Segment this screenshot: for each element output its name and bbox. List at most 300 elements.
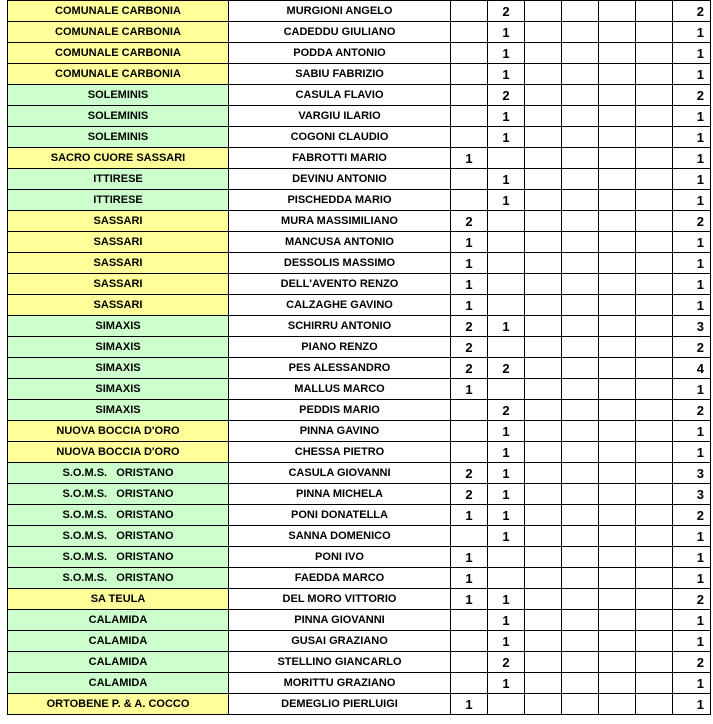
table-row xyxy=(8,274,711,295)
club-cell: CALAMIDA xyxy=(8,673,229,694)
table-row xyxy=(8,106,711,127)
score-cell-6 xyxy=(636,526,673,547)
total-cell: 2 xyxy=(673,652,711,673)
total-cell: 1 xyxy=(673,673,711,694)
player-name-cell: PES ALESSANDRO xyxy=(229,358,451,379)
score-cell-5 xyxy=(599,148,636,169)
player-name-cell: VARGIU ILARIO xyxy=(229,106,451,127)
total-cell: 4 xyxy=(673,358,711,379)
score-cell-4 xyxy=(562,610,599,631)
score-cell-3 xyxy=(525,610,562,631)
table-row xyxy=(8,400,711,421)
club-cell: COMUNALE CARBONIA xyxy=(8,22,229,43)
total-cell: 1 xyxy=(673,295,711,316)
score-cell-3 xyxy=(525,211,562,232)
score-cell-6 xyxy=(636,358,673,379)
score-cell-5 xyxy=(599,169,636,190)
score-cell-6 xyxy=(636,652,673,673)
player-name-cell: GUSAI GRAZIANO xyxy=(229,631,451,652)
score-cell-6 xyxy=(636,211,673,232)
score-cell-1 xyxy=(451,400,488,421)
score-cell-4 xyxy=(562,526,599,547)
club-cell: SASSARI xyxy=(8,232,229,253)
score-cell-5 xyxy=(599,379,636,400)
score-cell-1: 2 xyxy=(451,316,488,337)
score-cell-4 xyxy=(562,253,599,274)
score-cell-3 xyxy=(525,106,562,127)
score-cell-2 xyxy=(488,148,525,169)
score-cell-3 xyxy=(525,274,562,295)
club-cell: CALAMIDA xyxy=(8,631,229,652)
player-name-cell: PONI DONATELLA xyxy=(229,505,451,526)
club-cell: SASSARI xyxy=(8,295,229,316)
total-cell: 1 xyxy=(673,127,711,148)
score-cell-4 xyxy=(562,295,599,316)
club-cell: SACRO CUORE SASSARI xyxy=(8,148,229,169)
score-cell-6 xyxy=(636,421,673,442)
total-cell: 2 xyxy=(673,85,711,106)
player-name-cell: SCHIRRU ANTONIO xyxy=(229,316,451,337)
score-cell-5 xyxy=(599,316,636,337)
player-name-cell: PISCHEDDA MARIO xyxy=(229,190,451,211)
score-cell-3 xyxy=(525,127,562,148)
score-cell-1 xyxy=(451,631,488,652)
score-cell-2: 1 xyxy=(488,421,525,442)
score-cell-4 xyxy=(562,211,599,232)
club-cell: S.O.M.S. ORISTANO xyxy=(8,568,229,589)
club-cell: SIMAXIS xyxy=(8,337,229,358)
score-cell-5 xyxy=(599,274,636,295)
score-cell-1 xyxy=(451,442,488,463)
total-cell: 1 xyxy=(673,148,711,169)
table-row xyxy=(8,463,711,484)
table-row xyxy=(8,337,711,358)
score-cell-6 xyxy=(636,631,673,652)
player-name-cell: SANNA DOMENICO xyxy=(229,526,451,547)
player-name-cell: SABIU FABRIZIO xyxy=(229,64,451,85)
table-row xyxy=(8,316,711,337)
score-cell-4 xyxy=(562,505,599,526)
score-cell-1 xyxy=(451,85,488,106)
score-cell-4 xyxy=(562,547,599,568)
score-cell-1: 1 xyxy=(451,547,488,568)
total-cell: 1 xyxy=(673,22,711,43)
score-cell-1: 1 xyxy=(451,148,488,169)
table-row xyxy=(8,442,711,463)
score-cell-2: 2 xyxy=(488,1,525,22)
score-cell-1: 2 xyxy=(451,337,488,358)
score-cell-5 xyxy=(599,43,636,64)
score-cell-3 xyxy=(525,442,562,463)
score-cell-2: 1 xyxy=(488,106,525,127)
score-cell-2 xyxy=(488,694,525,715)
score-cell-6 xyxy=(636,673,673,694)
score-cell-3 xyxy=(525,22,562,43)
score-cell-5 xyxy=(599,400,636,421)
score-cell-6 xyxy=(636,85,673,106)
score-cell-1 xyxy=(451,526,488,547)
score-cell-2: 2 xyxy=(488,400,525,421)
score-cell-4 xyxy=(562,106,599,127)
table-row xyxy=(8,673,711,694)
total-cell: 3 xyxy=(673,316,711,337)
table-row xyxy=(8,379,711,400)
score-cell-5 xyxy=(599,505,636,526)
player-name-cell: CASULA GIOVANNI xyxy=(229,463,451,484)
total-cell: 1 xyxy=(673,547,711,568)
total-cell: 2 xyxy=(673,400,711,421)
club-cell: S.O.M.S. ORISTANO xyxy=(8,484,229,505)
table-row xyxy=(8,148,711,169)
total-cell: 3 xyxy=(673,463,711,484)
score-cell-3 xyxy=(525,547,562,568)
score-cell-2 xyxy=(488,253,525,274)
score-cell-5 xyxy=(599,694,636,715)
table-row xyxy=(8,169,711,190)
table-row xyxy=(8,295,711,316)
score-cell-1: 2 xyxy=(451,211,488,232)
score-cell-5 xyxy=(599,106,636,127)
score-cell-2: 1 xyxy=(488,673,525,694)
score-cell-6 xyxy=(636,127,673,148)
club-cell: S.O.M.S. ORISTANO xyxy=(8,526,229,547)
score-cell-3 xyxy=(525,85,562,106)
club-cell: SIMAXIS xyxy=(8,379,229,400)
total-cell: 1 xyxy=(673,526,711,547)
score-cell-2 xyxy=(488,379,525,400)
player-name-cell: PINNA MICHELA xyxy=(229,484,451,505)
score-cell-2: 2 xyxy=(488,85,525,106)
club-cell: COMUNALE CARBONIA xyxy=(8,1,229,22)
score-cell-5 xyxy=(599,127,636,148)
score-cell-1: 1 xyxy=(451,568,488,589)
score-cell-2 xyxy=(488,547,525,568)
score-cell-1 xyxy=(451,673,488,694)
score-cell-6 xyxy=(636,1,673,22)
score-cell-3 xyxy=(525,694,562,715)
player-name-cell: DELL'AVENTO RENZO xyxy=(229,274,451,295)
score-cell-2: 1 xyxy=(488,610,525,631)
score-cell-2: 1 xyxy=(488,22,525,43)
score-cell-4 xyxy=(562,169,599,190)
score-cell-4 xyxy=(562,1,599,22)
score-cell-4 xyxy=(562,148,599,169)
score-cell-4 xyxy=(562,673,599,694)
table-row xyxy=(8,1,711,22)
table-row xyxy=(8,253,711,274)
club-cell: ITTIRESE xyxy=(8,190,229,211)
score-cell-5 xyxy=(599,442,636,463)
table-body xyxy=(8,1,711,715)
score-cell-5 xyxy=(599,652,636,673)
score-cell-4 xyxy=(562,568,599,589)
score-cell-1: 1 xyxy=(451,295,488,316)
score-cell-1 xyxy=(451,169,488,190)
score-cell-2: 1 xyxy=(488,169,525,190)
score-cell-2 xyxy=(488,232,525,253)
total-cell: 1 xyxy=(673,274,711,295)
score-cell-3 xyxy=(525,43,562,64)
club-cell: SASSARI xyxy=(8,274,229,295)
player-name-cell: PINNA GIOVANNI xyxy=(229,610,451,631)
table-row xyxy=(8,631,711,652)
score-cell-6 xyxy=(636,190,673,211)
score-cell-4 xyxy=(562,400,599,421)
score-cell-5 xyxy=(599,337,636,358)
score-cell-6 xyxy=(636,337,673,358)
score-cell-4 xyxy=(562,337,599,358)
table-row xyxy=(8,547,711,568)
score-cell-1 xyxy=(451,652,488,673)
table-row xyxy=(8,127,711,148)
score-cell-5 xyxy=(599,589,636,610)
score-cell-5 xyxy=(599,631,636,652)
table-row xyxy=(8,64,711,85)
score-cell-2: 1 xyxy=(488,484,525,505)
player-name-cell: MALLUS MARCO xyxy=(229,379,451,400)
table-row xyxy=(8,610,711,631)
score-cell-5 xyxy=(599,232,636,253)
score-cell-6 xyxy=(636,316,673,337)
score-cell-1: 2 xyxy=(451,463,488,484)
score-cell-6 xyxy=(636,148,673,169)
score-cell-3 xyxy=(525,169,562,190)
total-cell: 2 xyxy=(673,337,711,358)
score-cell-6 xyxy=(636,589,673,610)
club-cell: COMUNALE CARBONIA xyxy=(8,64,229,85)
total-cell: 1 xyxy=(673,379,711,400)
total-cell: 1 xyxy=(673,232,711,253)
score-cell-4 xyxy=(562,463,599,484)
score-cell-3 xyxy=(525,400,562,421)
score-cell-2: 2 xyxy=(488,652,525,673)
table-row xyxy=(8,211,711,232)
score-cell-3 xyxy=(525,190,562,211)
score-cell-6 xyxy=(636,22,673,43)
player-name-cell: FAEDDA MARCO xyxy=(229,568,451,589)
player-name-cell: MORITTU GRAZIANO xyxy=(229,673,451,694)
score-cell-3 xyxy=(525,631,562,652)
table-row xyxy=(8,526,711,547)
club-cell: SOLEMINIS xyxy=(8,106,229,127)
total-cell: 1 xyxy=(673,631,711,652)
score-cell-2: 1 xyxy=(488,190,525,211)
score-cell-5 xyxy=(599,211,636,232)
score-cell-1: 1 xyxy=(451,274,488,295)
player-name-cell: MANCUSA ANTONIO xyxy=(229,232,451,253)
score-cell-3 xyxy=(525,337,562,358)
score-cell-4 xyxy=(562,316,599,337)
score-cell-6 xyxy=(636,106,673,127)
score-cell-5 xyxy=(599,463,636,484)
score-cell-6 xyxy=(636,694,673,715)
score-cell-4 xyxy=(562,694,599,715)
score-cell-3 xyxy=(525,64,562,85)
score-cell-4 xyxy=(562,652,599,673)
score-cell-5 xyxy=(599,190,636,211)
score-cell-4 xyxy=(562,127,599,148)
club-cell: COMUNALE CARBONIA xyxy=(8,43,229,64)
score-cell-4 xyxy=(562,589,599,610)
score-cell-4 xyxy=(562,358,599,379)
player-name-cell: COGONI CLAUDIO xyxy=(229,127,451,148)
score-cell-3 xyxy=(525,232,562,253)
player-name-cell: CALZAGHE GAVINO xyxy=(229,295,451,316)
club-cell: ORTOBENE P. & A. COCCO xyxy=(8,694,229,715)
total-cell: 1 xyxy=(673,190,711,211)
player-name-cell: MURA MASSIMILIANO xyxy=(229,211,451,232)
player-name-cell: CASULA FLAVIO xyxy=(229,85,451,106)
score-cell-5 xyxy=(599,1,636,22)
score-cell-6 xyxy=(636,463,673,484)
total-cell: 2 xyxy=(673,589,711,610)
club-cell: SIMAXIS xyxy=(8,400,229,421)
score-cell-1 xyxy=(451,64,488,85)
player-name-cell: CHESSA PIETRO xyxy=(229,442,451,463)
score-cell-6 xyxy=(636,442,673,463)
table-row xyxy=(8,694,711,715)
score-cell-5 xyxy=(599,547,636,568)
score-cell-5 xyxy=(599,22,636,43)
table-row xyxy=(8,589,711,610)
score-cell-4 xyxy=(562,232,599,253)
total-cell: 2 xyxy=(673,211,711,232)
player-name-cell: MURGIONI ANGELO xyxy=(229,1,451,22)
score-cell-3 xyxy=(525,316,562,337)
table-row xyxy=(8,568,711,589)
score-cell-3 xyxy=(525,421,562,442)
score-cell-2: 1 xyxy=(488,316,525,337)
player-name-cell: CADEDDU GIULIANO xyxy=(229,22,451,43)
club-cell: SASSARI xyxy=(8,211,229,232)
club-cell: CALAMIDA xyxy=(8,610,229,631)
score-cell-5 xyxy=(599,295,636,316)
total-cell: 1 xyxy=(673,169,711,190)
score-cell-1: 2 xyxy=(451,358,488,379)
score-cell-2: 1 xyxy=(488,631,525,652)
score-cell-2: 1 xyxy=(488,43,525,64)
score-cell-6 xyxy=(636,484,673,505)
score-cell-2: 1 xyxy=(488,526,525,547)
score-cell-1 xyxy=(451,43,488,64)
club-cell: ITTIRESE xyxy=(8,169,229,190)
total-cell: 1 xyxy=(673,568,711,589)
score-cell-6 xyxy=(636,232,673,253)
score-cell-4 xyxy=(562,274,599,295)
score-cell-3 xyxy=(525,652,562,673)
score-cell-2: 1 xyxy=(488,589,525,610)
score-cell-2 xyxy=(488,337,525,358)
club-cell: NUOVA BOCCIA D'ORO xyxy=(8,421,229,442)
score-cell-3 xyxy=(525,484,562,505)
table-row xyxy=(8,421,711,442)
score-cell-1 xyxy=(451,421,488,442)
player-name-cell: FABROTTI MARIO xyxy=(229,148,451,169)
club-cell: CALAMIDA xyxy=(8,652,229,673)
club-cell: SIMAXIS xyxy=(8,358,229,379)
score-cell-1: 2 xyxy=(451,484,488,505)
score-cell-3 xyxy=(525,148,562,169)
score-cell-4 xyxy=(562,631,599,652)
score-cell-1: 1 xyxy=(451,505,488,526)
club-cell: NUOVA BOCCIA D'ORO xyxy=(8,442,229,463)
score-cell-6 xyxy=(636,379,673,400)
player-name-cell: PONI IVO xyxy=(229,547,451,568)
score-cell-5 xyxy=(599,484,636,505)
score-cell-4 xyxy=(562,379,599,400)
score-cell-3 xyxy=(525,463,562,484)
player-name-cell: DEVINU ANTONIO xyxy=(229,169,451,190)
score-cell-1: 1 xyxy=(451,253,488,274)
club-cell: SIMAXIS xyxy=(8,316,229,337)
score-cell-1 xyxy=(451,190,488,211)
table-row xyxy=(8,190,711,211)
score-cell-3 xyxy=(525,253,562,274)
score-cell-3 xyxy=(525,526,562,547)
table-row xyxy=(8,43,711,64)
player-name-cell: DEMEGLIO PIERLUIGI xyxy=(229,694,451,715)
score-cell-4 xyxy=(562,442,599,463)
score-cell-6 xyxy=(636,169,673,190)
table-row xyxy=(8,484,711,505)
score-cell-3 xyxy=(525,295,562,316)
score-cell-1: 1 xyxy=(451,232,488,253)
score-cell-3 xyxy=(525,589,562,610)
table-row xyxy=(8,505,711,526)
score-cell-6 xyxy=(636,64,673,85)
score-cell-6 xyxy=(636,610,673,631)
player-name-cell: PINNA GAVINO xyxy=(229,421,451,442)
total-cell: 1 xyxy=(673,694,711,715)
table-row xyxy=(8,652,711,673)
total-cell: 1 xyxy=(673,421,711,442)
score-cell-5 xyxy=(599,64,636,85)
score-cell-6 xyxy=(636,547,673,568)
score-cell-2 xyxy=(488,211,525,232)
score-cell-6 xyxy=(636,43,673,64)
score-cell-1 xyxy=(451,22,488,43)
score-table xyxy=(7,0,711,715)
total-cell: 2 xyxy=(673,1,711,22)
score-cell-2: 2 xyxy=(488,358,525,379)
score-cell-2 xyxy=(488,274,525,295)
club-cell: S.O.M.S. ORISTANO xyxy=(8,463,229,484)
total-cell: 1 xyxy=(673,43,711,64)
total-cell: 1 xyxy=(673,442,711,463)
player-name-cell: PIANO RENZO xyxy=(229,337,451,358)
club-cell: S.O.M.S. ORISTANO xyxy=(8,547,229,568)
score-cell-4 xyxy=(562,64,599,85)
score-cell-5 xyxy=(599,673,636,694)
player-name-cell: PEDDIS MARIO xyxy=(229,400,451,421)
score-cell-6 xyxy=(636,295,673,316)
score-cell-6 xyxy=(636,253,673,274)
score-cell-6 xyxy=(636,274,673,295)
score-cell-4 xyxy=(562,85,599,106)
score-cell-1 xyxy=(451,106,488,127)
score-cell-3 xyxy=(525,1,562,22)
score-cell-1: 1 xyxy=(451,589,488,610)
score-cell-5 xyxy=(599,85,636,106)
score-cell-6 xyxy=(636,400,673,421)
score-cell-2: 1 xyxy=(488,127,525,148)
score-cell-4 xyxy=(562,43,599,64)
score-cell-3 xyxy=(525,673,562,694)
score-cell-2 xyxy=(488,295,525,316)
score-cell-5 xyxy=(599,568,636,589)
score-cell-1 xyxy=(451,610,488,631)
total-cell: 1 xyxy=(673,106,711,127)
